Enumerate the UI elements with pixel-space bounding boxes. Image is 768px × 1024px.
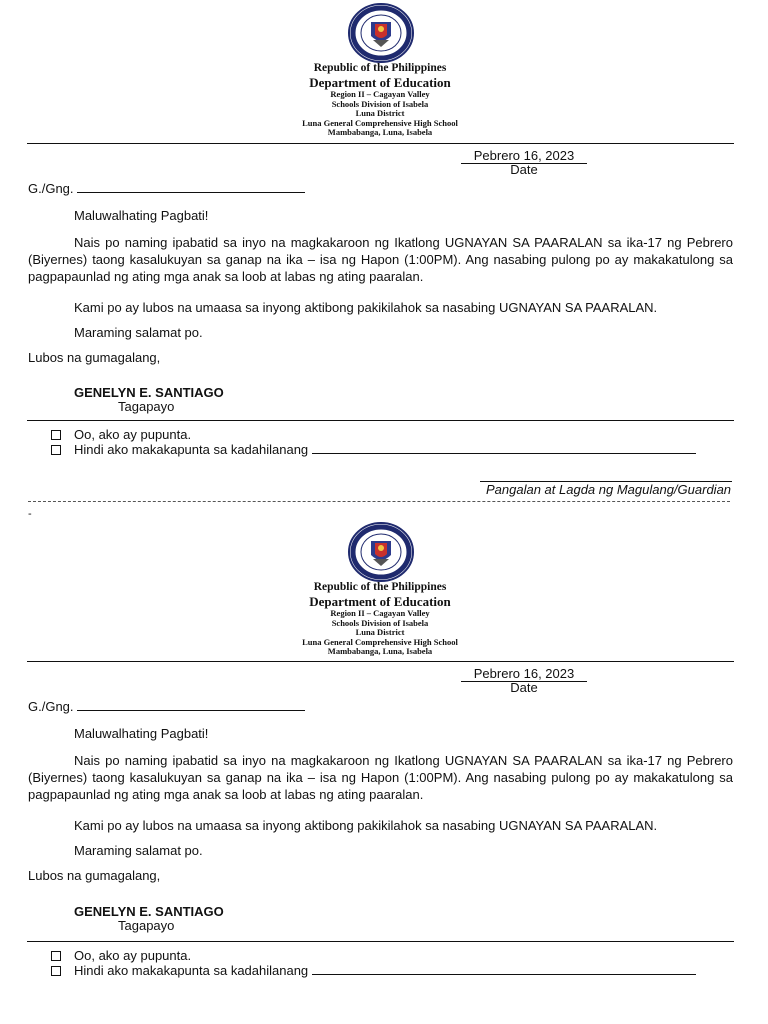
addressee-line <box>28 698 305 715</box>
header-rule <box>27 143 734 144</box>
district-line: Luna District <box>355 627 405 637</box>
attend-no-label: Hindi ako makakapunta sa kadahilanang <box>74 442 309 457</box>
school-line: Luna General Comprehensive High School <box>302 117 458 128</box>
body-paragraph: Nais po naming ipabatid sa inyo na magkakaroon ng Ikatlong UGNAYAN SA PAARALAN sa ika-17 ng Pebrero (Biyernes) taong kasalukuyan sa ganap na ika – isa ng Hapon (1:00PM). Ang nasabing pulong po ay makakatulong sa pagpapaunlad ng ating mga anak sa loob at labas ng ating paaralan. <box>28 753 733 802</box>
addressee-blank[interactable] <box>77 698 305 711</box>
department-heading: Department of Education <box>309 75 451 90</box>
signature-label: Pangalan at Lagda ng Magulang/Guardian <box>486 482 732 497</box>
signatory-name: GENELYN E. SANTIAGO <box>74 385 224 400</box>
hope-paragraph: Kami po ay lubos na umaasa sa inyong aktibong pakikilahok sa nasabing UGNAYAN SA PAARALAN. <box>74 300 658 315</box>
division-line: Schools Division of Isabela <box>331 98 429 109</box>
department-heading: Department of Education <box>309 594 451 609</box>
reply-rule <box>27 941 734 942</box>
district-line: Luna District <box>355 108 405 118</box>
deped-seal-icon <box>346 521 416 583</box>
republic-heading: Republic of the Philippines <box>313 62 447 74</box>
division-line: Schools Division of Isabela <box>331 617 429 628</box>
date-value: Pebrero 16, 2023 <box>473 148 575 163</box>
address-line: Mambabanga, Luna, Isabela <box>327 127 433 137</box>
addressee-line <box>28 180 305 197</box>
closing-line: Lubos na gumagalang, <box>28 350 161 365</box>
addressee-label: G./Gng. <box>28 181 74 196</box>
date-value: Pebrero 16, 2023 <box>473 666 575 681</box>
reply-rule <box>27 420 734 421</box>
attend-no-checkbox[interactable] <box>51 445 61 455</box>
thanks-line: Maraming salamat po. <box>74 843 203 858</box>
cut-marker: - <box>28 508 32 520</box>
signatory-title: Tagapayo <box>118 399 175 414</box>
republic-heading: Republic of the Philippines <box>313 581 447 593</box>
date-label: Date <box>510 680 538 695</box>
reason-blank[interactable] <box>312 962 696 975</box>
addressee-label: G./Gng. <box>28 699 74 714</box>
attend-yes-label: Oo, ako ay pupunta. <box>74 427 192 442</box>
signatory-title: Tagapayo <box>118 918 175 933</box>
attend-no-label: Hindi ako makakapunta sa kadahilanang <box>74 963 309 978</box>
attend-no-checkbox[interactable] <box>51 966 61 976</box>
signatory-name: GENELYN E. SANTIAGO <box>74 904 224 919</box>
reason-blank[interactable] <box>312 441 696 454</box>
header-rule <box>27 661 734 662</box>
attend-yes-checkbox[interactable] <box>51 951 61 961</box>
greeting: Maluwalhating Pagbati! <box>74 726 209 741</box>
thanks-line: Maraming salamat po. <box>74 325 203 340</box>
closing-line: Lubos na gumagalang, <box>28 868 161 883</box>
hope-paragraph: Kami po ay lubos na umaasa sa inyong aktibong pakikilahok sa nasabing UGNAYAN SA PAARALAN. <box>74 818 658 833</box>
greeting: Maluwalhating Pagbati! <box>74 208 209 223</box>
body-paragraph: Nais po naming ipabatid sa inyo na magkakaroon ng Ikatlong UGNAYAN SA PAARALAN sa ika-17 ng Pebrero (Biyernes) taong kasalukuyan sa ganap na ika – isa ng Hapon (1:00PM). Ang nasabing pulong po ay makakatulong sa pagpapaunlad ng ating mga anak sa loob at labas ng ating paaralan. <box>28 235 733 284</box>
attend-yes-checkbox[interactable] <box>51 430 61 440</box>
date-label: Date <box>510 162 538 177</box>
addressee-blank[interactable] <box>77 180 305 193</box>
deped-seal-icon <box>346 2 416 64</box>
attend-no-line <box>74 962 696 979</box>
address-line: Mambabanga, Luna, Isabela <box>327 646 433 656</box>
attend-no-line <box>74 441 696 458</box>
cut-line <box>28 501 730 502</box>
region-line: Region II – Cagayan Valley <box>330 89 430 99</box>
attend-yes-label: Oo, ako ay pupunta. <box>74 948 192 963</box>
region-line: Region II – Cagayan Valley <box>330 608 430 618</box>
school-line: Luna General Comprehensive High School <box>302 636 458 647</box>
letter-copy-2 <box>0 519 768 1024</box>
